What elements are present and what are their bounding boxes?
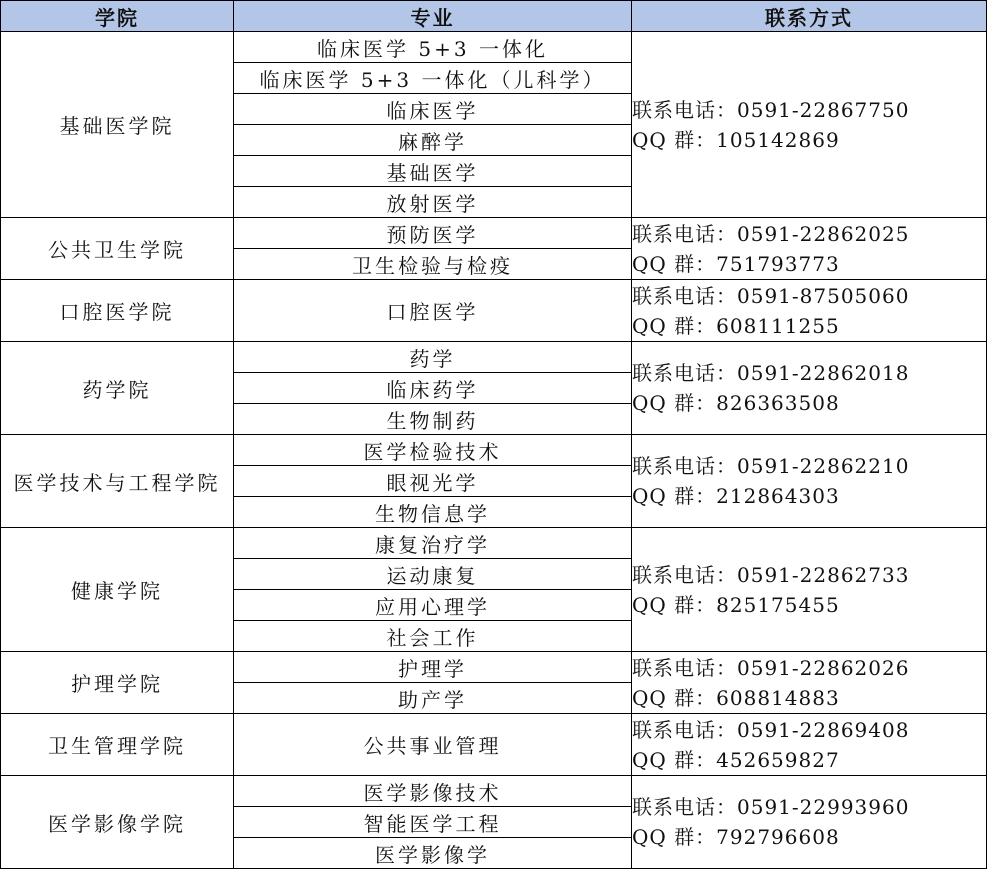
contact-qq: QQ 群：105142869 xyxy=(632,127,840,152)
contact-phone: 联系电话：0591-22862733 xyxy=(632,562,910,587)
table-row xyxy=(1,435,987,466)
major-name: 护理学 xyxy=(234,652,632,683)
major-name: 康复治疗学 xyxy=(234,528,632,559)
contact-phone: 联系电话：0591-87505060 xyxy=(632,283,910,308)
major-name: 临床医学 5+3 一体化（儿科学） xyxy=(234,63,632,94)
college-name: 医学影像学院 xyxy=(1,776,234,869)
major-name: 药学 xyxy=(234,342,632,373)
major-name: 基础医学 xyxy=(234,156,632,187)
table-row xyxy=(1,528,987,559)
contact-phone: 联系电话：0591-22869408 xyxy=(632,717,910,742)
major-name: 临床医学 5+3 一体化 xyxy=(234,32,632,63)
major-name: 预防医学 xyxy=(234,218,632,249)
contact-phone: 联系电话：0591-22862018 xyxy=(632,361,910,385)
contact-cell xyxy=(632,652,987,714)
header-college: 学院 xyxy=(1,1,234,32)
major-name: 临床药学 xyxy=(234,373,632,404)
major-name: 医学检验技术 xyxy=(234,435,632,466)
contact-cell xyxy=(632,714,987,776)
contact-qq: QQ 群：212864303 xyxy=(632,484,840,508)
major-name: 生物制药 xyxy=(234,404,632,435)
major-name: 助产学 xyxy=(234,683,632,714)
college-name: 健康学院 xyxy=(1,528,234,652)
major-name: 放射医学 xyxy=(234,187,632,218)
major-name: 应用心理学 xyxy=(234,590,632,621)
contact-cell xyxy=(632,435,987,528)
major-name: 医学影像学 xyxy=(234,838,632,869)
major-name: 卫生检验与检疫 xyxy=(234,249,632,280)
contact-cell xyxy=(632,280,987,342)
contact-cell xyxy=(632,218,987,280)
major-name: 社会工作 xyxy=(234,621,632,652)
major-name: 智能医学工程 xyxy=(234,807,632,838)
contact-qq: QQ 群：825175455 xyxy=(632,592,840,617)
contact-cell xyxy=(632,342,987,435)
table-row xyxy=(1,776,987,807)
table-row xyxy=(1,714,987,776)
major-name: 麻醉学 xyxy=(234,125,632,156)
college-name: 药学院 xyxy=(1,342,234,435)
table-row xyxy=(1,218,987,249)
contact-qq: QQ 群：608814883 xyxy=(632,685,840,710)
table-row xyxy=(1,652,987,683)
contact-cell xyxy=(632,32,987,218)
college-name: 卫生管理学院 xyxy=(1,714,234,776)
contact-qq: QQ 群：608111255 xyxy=(632,313,840,338)
college-name: 公共卫生学院 xyxy=(1,218,234,280)
college-name: 护理学院 xyxy=(1,652,234,714)
table-row xyxy=(1,342,987,373)
table-header-row xyxy=(1,1,987,32)
contact-cell xyxy=(632,528,987,652)
major-name: 生物信息学 xyxy=(234,497,632,528)
contact-qq: QQ 群：826363508 xyxy=(632,391,840,415)
contact-phone: 联系电话：0591-22862210 xyxy=(632,454,910,478)
contact-qq: QQ 群：751793773 xyxy=(632,251,840,276)
contact-qq: QQ 群：792796608 xyxy=(632,825,840,849)
major-name: 医学影像技术 xyxy=(234,776,632,807)
college-name: 基础医学院 xyxy=(1,32,234,218)
major-name: 眼视光学 xyxy=(234,466,632,497)
header-contact: 联系方式 xyxy=(632,1,987,32)
contact-cell xyxy=(632,776,987,869)
contact-phone: 联系电话：0591-22862025 xyxy=(632,221,910,246)
contact-phone: 联系电话：0591-22867750 xyxy=(632,97,910,122)
college-name: 口腔医学院 xyxy=(1,280,234,342)
major-name: 运动康复 xyxy=(234,559,632,590)
major-name: 公共事业管理 xyxy=(234,714,632,776)
contact-phone: 联系电话：0591-22862026 xyxy=(632,655,910,680)
college-name: 医学技术与工程学院 xyxy=(1,435,234,528)
contact-qq: QQ 群：452659827 xyxy=(632,747,840,772)
table-row xyxy=(1,280,987,342)
header-major: 专业 xyxy=(234,1,632,32)
contact-phone: 联系电话：0591-22993960 xyxy=(632,795,910,819)
major-name: 口腔医学 xyxy=(234,280,632,342)
table-row xyxy=(1,32,987,63)
major-name: 临床医学 xyxy=(234,94,632,125)
